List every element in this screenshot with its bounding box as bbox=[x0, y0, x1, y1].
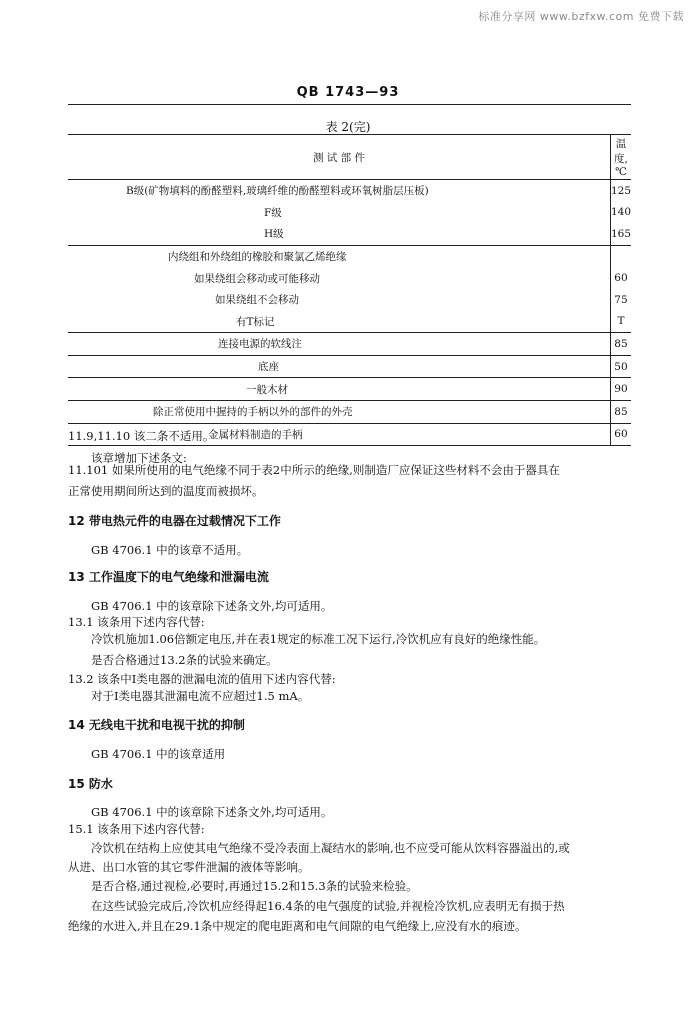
section-14-heading: 14 无线电干扰和电视干扰的抑制 bbox=[68, 718, 245, 732]
table-cell-part: 除正常使用中握持的手柄以外的部件的外壳 bbox=[68, 400, 610, 423]
clause-13-2: 13.2 该条中Ⅰ类电器的泄漏电流的值用下述内容代替: bbox=[68, 672, 336, 686]
table-cell-part: 如果绕组不会移动 bbox=[215, 294, 299, 307]
clause-number: 11.101 bbox=[68, 463, 109, 477]
table-cell-part: H级 bbox=[68, 223, 610, 245]
table-cell-temp: 85 bbox=[610, 333, 631, 356]
table-row bbox=[68, 378, 631, 401]
table-row bbox=[68, 267, 631, 289]
standard-number: QB 1743—93 bbox=[296, 85, 400, 100]
clause-text: 如果所使用的电气绝缘不同于表2中所示的绝缘,则制造厂应保证这些材料不会由于器具在 bbox=[111, 463, 560, 477]
table-row bbox=[68, 400, 631, 423]
table-cell-temp: 85 bbox=[610, 400, 631, 423]
clause-15-1-text-c: 是否合格,通过视检,必要时,再通过15.2和15.3条的试验来检验。 bbox=[91, 879, 418, 893]
table-row bbox=[68, 311, 631, 333]
table-cell-part: 底座 bbox=[68, 355, 610, 378]
table-cell-part: 内绕组和外绕组的橡胶和聚氯乙烯绝缘 bbox=[168, 251, 347, 264]
table-cell-temp: 140 bbox=[610, 202, 631, 224]
clause-15-1: 15.1 该条用下述内容代替: bbox=[68, 822, 205, 836]
table-cell-part: 有T标记 bbox=[68, 311, 610, 333]
clause-13-1-text-a: 冷饮机施加1.06倍额定电压,并在表1规定的标准工况下运行,冷饮机应有良好的绝缘性能。 bbox=[91, 632, 546, 646]
table-cell-temp: T bbox=[610, 311, 631, 333]
table-cell-part: F级 bbox=[264, 206, 282, 219]
table-cell-temp bbox=[610, 245, 631, 267]
header-rule bbox=[68, 104, 631, 105]
section-15-heading: 15 防水 bbox=[68, 777, 113, 791]
section-13-text: GB 4706.1 中的该章除下述条文外,均可适用。 bbox=[91, 599, 333, 613]
watermark: 标准分享网 www.bzfxw.com 免费下载 bbox=[478, 10, 684, 23]
clause-15-1-text-d: 在这些试验完成后,冷饮机应经得起16.4条的电气强度的试验,并视检冷饮机,应表明无有损于热 bbox=[91, 899, 565, 913]
column-header-part: 测 试 部 件 bbox=[68, 135, 610, 180]
table-cell-part: B级(矿物填料的酚醛塑料,玻璃纤维的酚醛塑料或环氧树脂层压板) bbox=[126, 185, 429, 198]
table-cell-temp: 50 bbox=[610, 355, 631, 378]
table-cell-part: 如果绕组会移动或可能移动 bbox=[194, 272, 320, 285]
table-cell-part: 连接电源的软线注 bbox=[68, 333, 610, 356]
table-row bbox=[68, 355, 631, 378]
clause-13-1: 13.1 该条用下述内容代替: bbox=[68, 615, 205, 629]
clause-15-1-text-e: 绝缘的水进入,并且在29.1条中规定的爬电距离和电气间隙的电气绝缘上,应没有水的痕迹。 bbox=[68, 919, 527, 933]
column-header-temperature: 温 度,℃ bbox=[610, 135, 631, 180]
table-cell-temp: 60 bbox=[610, 423, 631, 446]
table-cell-temp: 90 bbox=[610, 378, 631, 401]
table-row bbox=[68, 289, 631, 311]
table-row bbox=[68, 245, 631, 267]
clause-13-2-text: 对于Ⅰ类电器其泄漏电流不应超过1.5 mA。 bbox=[91, 689, 310, 703]
clause-11-101 bbox=[68, 462, 560, 478]
clause-11-101-cont: 正常使用期间所达到的温度而被损坏。 bbox=[68, 484, 264, 498]
section-13-heading: 13 工作温度下的电气绝缘和泄漏电流 bbox=[68, 570, 269, 584]
table-cell-temp: 125 bbox=[610, 180, 631, 202]
table-row bbox=[68, 333, 631, 356]
table-row bbox=[68, 180, 631, 202]
table-cell-temp: 165 bbox=[610, 223, 631, 245]
clause-15-1-text-a: 冷饮机在结构上应使其电气绝缘不受冷表面上凝结水的影响,也不应受可能从饮料容器溢出的,或 bbox=[91, 841, 570, 855]
section-14-text: GB 4706.1 中的该章适用 bbox=[91, 747, 226, 761]
table-cell-part: 金属材料制造的手柄 bbox=[68, 423, 610, 446]
table-row bbox=[68, 202, 631, 224]
table-cell-temp: 60 bbox=[610, 267, 631, 289]
added-clauses-intro: 该章增加下述条文: bbox=[91, 451, 187, 465]
table-cell-part: 一般木材 bbox=[68, 378, 610, 401]
section-12-heading: 12 带电热元件的电器在过载情况下工作 bbox=[68, 514, 281, 528]
clause-15-1-text-b: 从进、出口水管的其它零件泄漏的液体等影响。 bbox=[68, 860, 310, 874]
temperature-table bbox=[68, 134, 631, 446]
clause-13-1-text-b: 是否合格通过13.2条的试验来确定。 bbox=[91, 653, 278, 667]
table-cell-temp: 75 bbox=[610, 289, 631, 311]
section-12-text: GB 4706.1 中的该章不适用。 bbox=[91, 543, 249, 557]
clause-11-9-11-10: 11.9,11.10 该二条不适用。 bbox=[68, 429, 215, 443]
section-15-text: GB 4706.1 中的该章除下述条文外,均可适用。 bbox=[91, 805, 333, 819]
table-caption: 表 2(完) bbox=[325, 120, 371, 134]
table-row bbox=[68, 223, 631, 245]
